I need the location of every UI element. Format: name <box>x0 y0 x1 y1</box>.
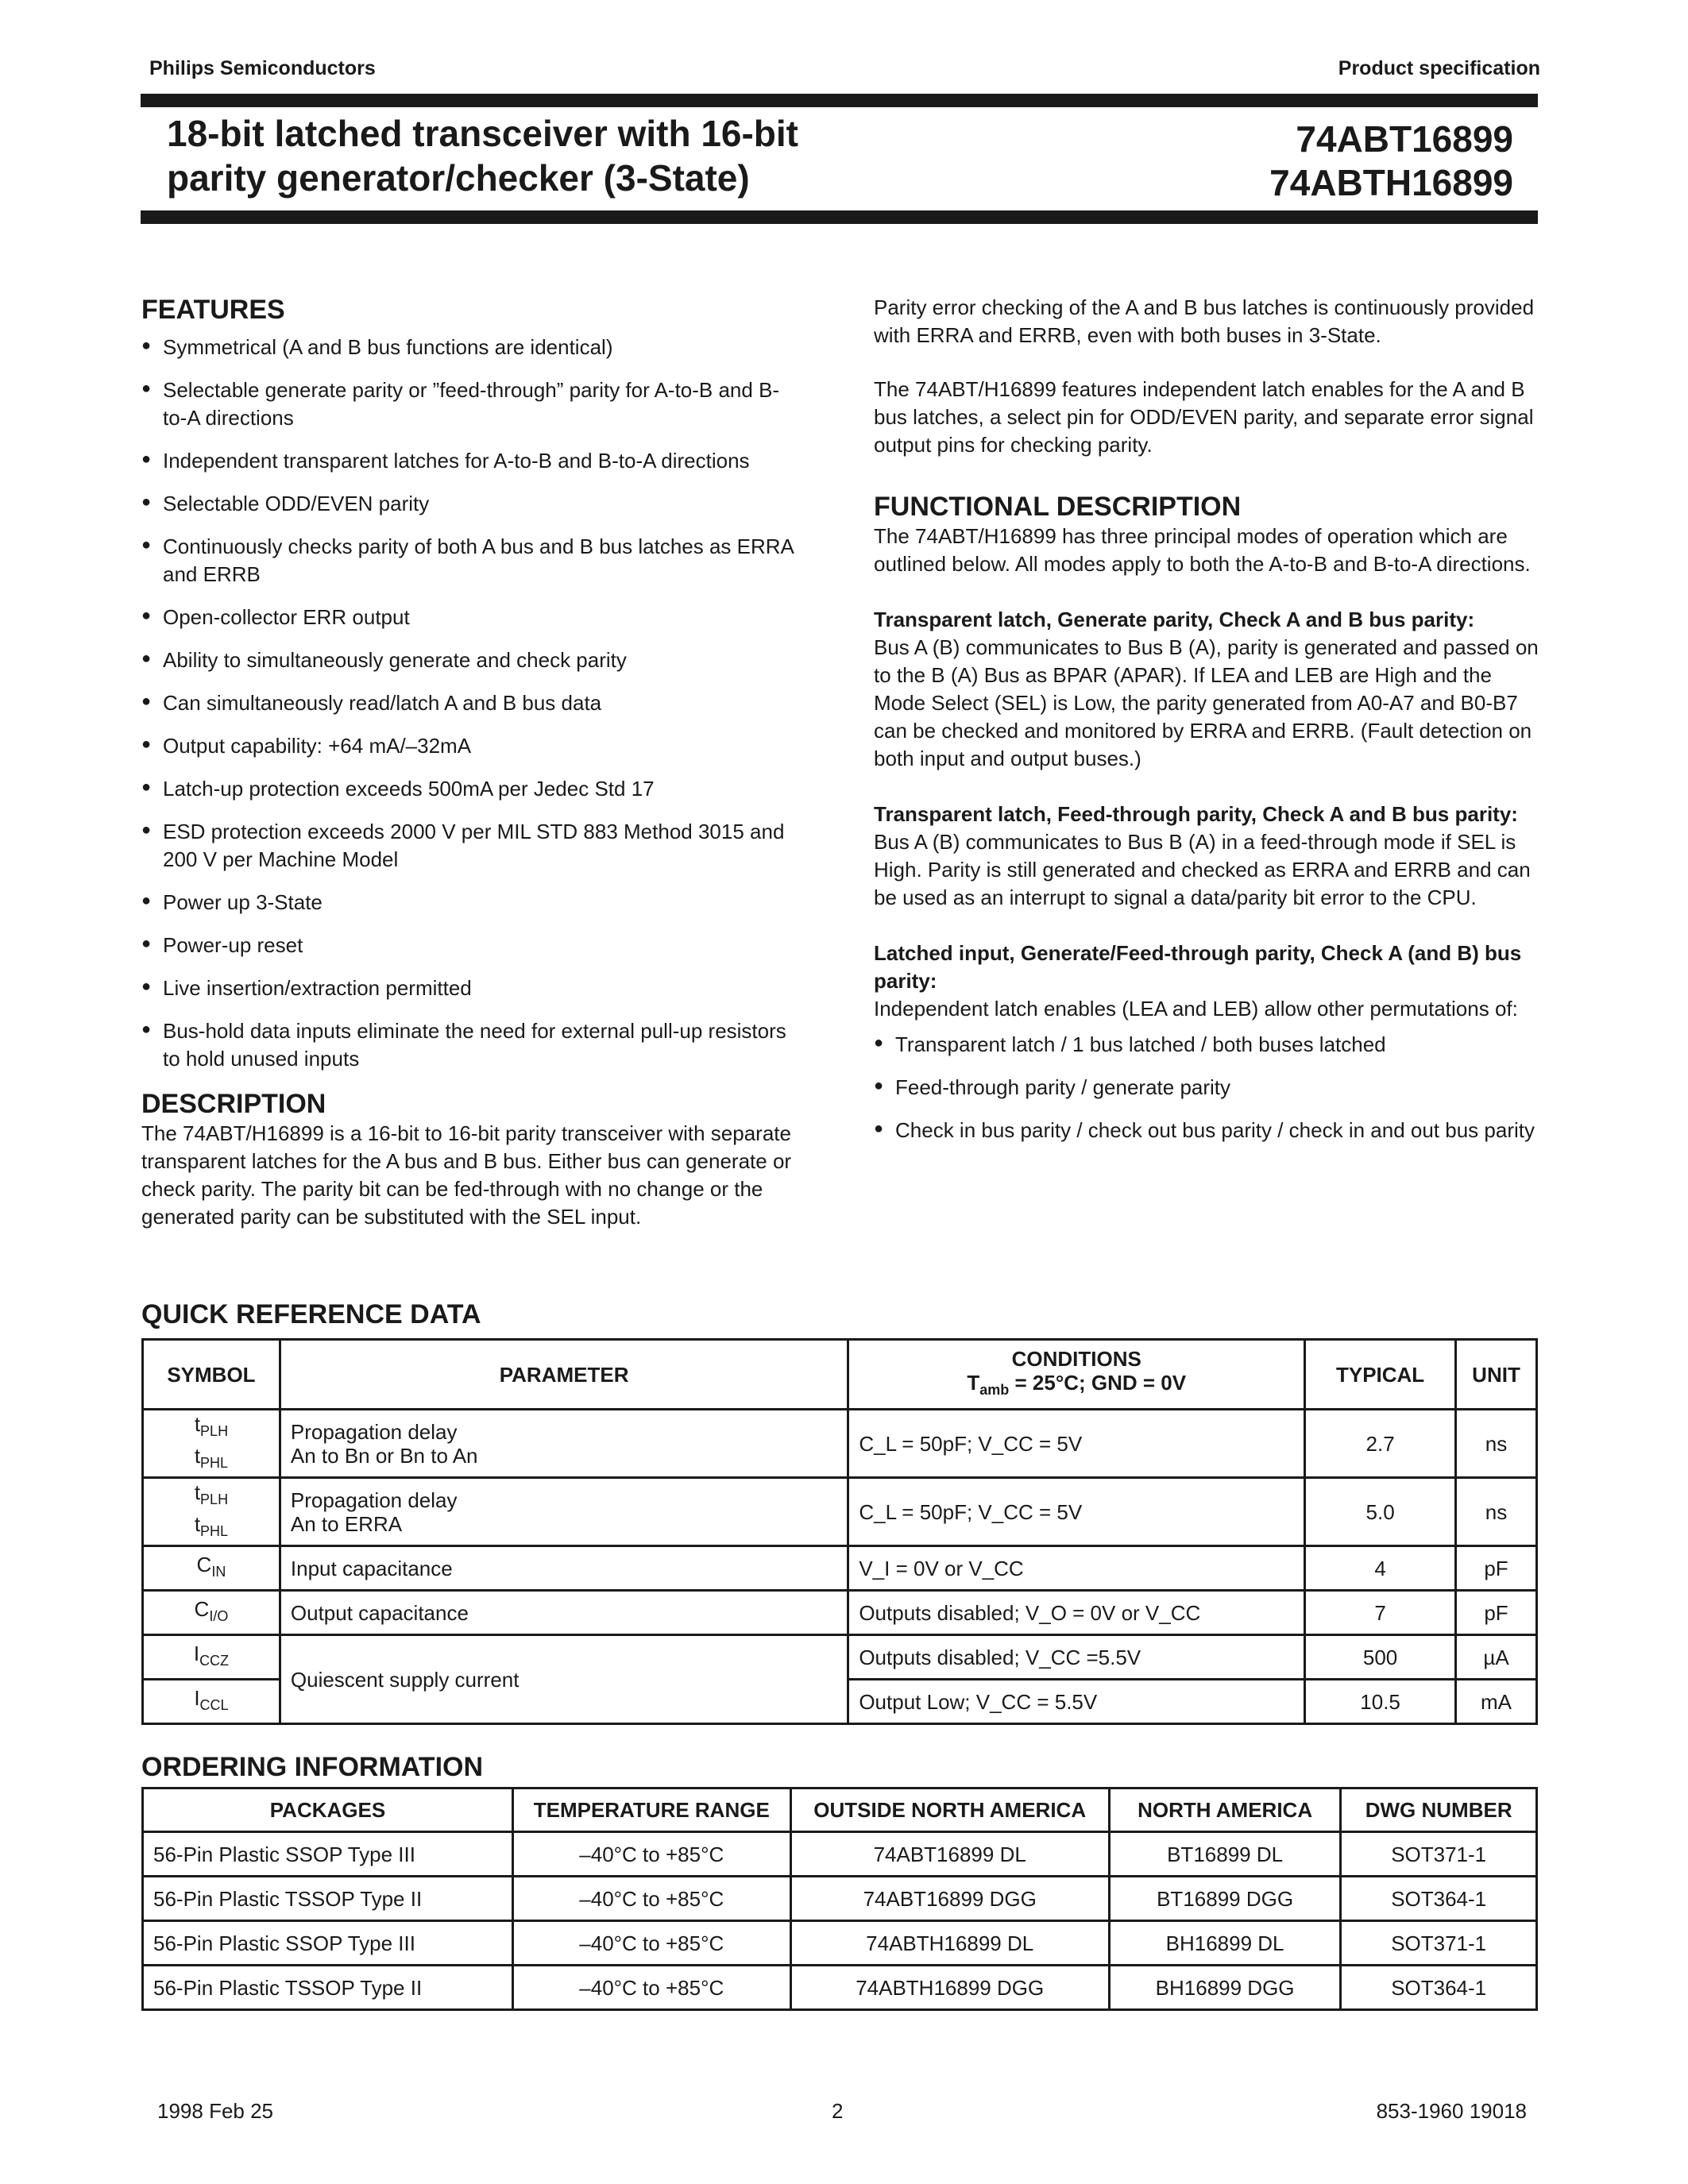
col-north-america: NORTH AMERICA <box>1109 1788 1341 1832</box>
col-temperature-range: TEMPERATURE RANGE <box>512 1788 790 1832</box>
title-line-2: parity generator/checker (3-State) <box>167 157 750 199</box>
typical-cell: 10.5 <box>1305 1680 1456 1724</box>
symbol-sub: CCZ <box>199 1653 230 1669</box>
symbol-sub: PHL <box>200 1454 229 1471</box>
table-row <box>143 1635 1537 1680</box>
intro-paragraph-2: The 74ABT/H16899 features independent latch enables for the A and B bus latches, a select pin for ODD/EVEN parity, and separate error signal output pins for checking parity. <box>874 377 1534 457</box>
list-item: ● Symmetrical (A and B bus functions are identical) <box>141 334 801 361</box>
parameter-cell: Input capacitance <box>280 1546 848 1591</box>
parameter-cell <box>280 1478 848 1546</box>
ordering-heading: ORDERING INFORMATION <box>141 1752 484 1782</box>
mode-1-title: Transparent latch, Generate parity, Check A and B bus parity: <box>874 608 1475 631</box>
unit-cell: pF <box>1456 1546 1537 1591</box>
symbol: t <box>194 1511 201 1536</box>
list-item: ● Power-up reset <box>141 932 801 959</box>
col-unit: UNIT <box>1456 1340 1537 1410</box>
table-row <box>143 1410 1537 1478</box>
package-cell: 56-Pin Plastic SSOP Type III <box>143 1921 513 1966</box>
symbol-sub: PLH <box>200 1423 229 1440</box>
dwg-number-cell: SOT371-1 <box>1341 1921 1537 1966</box>
symbol-sub: I/O <box>209 1608 229 1625</box>
parameter-cell: Output capacitance <box>280 1591 848 1635</box>
dwg-number-cell: SOT364-1 <box>1341 1966 1537 2010</box>
unit-cell: ns <box>1456 1410 1537 1478</box>
ordering-table <box>141 1787 1538 2011</box>
symbol-sub: CCL <box>199 1697 229 1714</box>
symbol-cell <box>143 1478 280 1546</box>
header-rule-top <box>141 94 1538 107</box>
quick-reference-table <box>141 1338 1538 1725</box>
mode-2-title: Transparent latch, Feed-through parity, Check A and B bus parity: <box>874 802 1518 826</box>
conditions-cell: V_I = 0V or V_CC <box>848 1546 1305 1591</box>
list-item: ● Latch-up protection exceeds 500mA per Jedec Std 17 <box>141 775 801 803</box>
features-list <box>141 334 801 1073</box>
list-item: ● Power up 3-State <box>141 889 801 916</box>
north-america-cell: BT16899 DL <box>1109 1832 1341 1877</box>
table-row <box>143 1921 1537 1966</box>
footer-page-number: 2 <box>832 2099 844 2123</box>
symbol-sub: IN <box>211 1564 226 1580</box>
table-row <box>143 1591 1537 1635</box>
parameter-line: An to Bn or Bn to An <box>290 1443 478 1468</box>
conditions-cell: C_L = 50pF; V_CC = 5V <box>848 1410 1305 1478</box>
symbol-cell <box>143 1410 280 1478</box>
symbol-cell <box>143 1680 280 1724</box>
table-row <box>143 1832 1537 1877</box>
typical-cell: 500 <box>1305 1635 1456 1680</box>
mode-1-text: Bus A (B) communicates to Bus B (A), parity is generated and passed on to the B (A) Bus as BPAR (APAR). If LEA and LEB are High and the Mode Select (SEL) is Low, the parity generated from A0-A7 and B0-B7 can be checked and monitored by ERRA and ERRB. (Fault detection on both input and output buses.) <box>874 635 1539 770</box>
outside-na-cell: 74ABTH16899 DGG <box>790 1966 1109 2010</box>
header-rule-bottom <box>141 210 1538 224</box>
conditions-label: CONDITIONS <box>1011 1346 1141 1371</box>
symbol-sub: PLH <box>200 1491 229 1508</box>
outside-na-cell: 74ABT16899 DL <box>790 1832 1109 1877</box>
typical-cell: 7 <box>1305 1591 1456 1635</box>
unit-cell: ns <box>1456 1478 1537 1546</box>
unit-cell: µA <box>1456 1635 1537 1680</box>
footer-document-code: 853-1960 19018 <box>1376 2099 1527 2123</box>
intro-paragraph-1: Parity error checking of the A and B bus latches is continuously provided with ERRA and ERRB, even with both buses in 3-State. <box>874 295 1535 347</box>
table-row <box>143 1546 1537 1591</box>
symbol-sub: PHL <box>200 1522 229 1539</box>
table-row <box>143 1877 1537 1921</box>
north-america-cell: BH16899 DGG <box>1109 1966 1341 2010</box>
temperature-cell: –40°C to +85°C <box>512 1832 790 1877</box>
symbol: C <box>196 1552 212 1576</box>
typical-cell: 2.7 <box>1305 1410 1456 1478</box>
list-item: ● Selectable ODD/EVEN parity <box>141 490 801 518</box>
list-item: ● Selectable generate parity or ”feed-through” parity for A-to-B and B-to-A directions <box>141 376 801 432</box>
page-title <box>167 111 798 200</box>
symbol: C <box>194 1596 210 1621</box>
company-name: Philips Semiconductors <box>149 57 376 79</box>
features-heading: FEATURES <box>141 295 285 325</box>
parameter-line: Propagation delay <box>290 1419 458 1444</box>
list-item: ● Continuously checks parity of both A bus and B bus latches as ERRA and ERRB <box>141 533 801 588</box>
description-heading: DESCRIPTION <box>141 1089 326 1119</box>
list-item: ● Feed-through parity / generate parity <box>874 1074 1541 1102</box>
functional-description-heading: FUNCTIONAL DESCRIPTION <box>874 492 1242 522</box>
unit-cell: mA <box>1456 1680 1537 1724</box>
unit-cell: pF <box>1456 1591 1537 1635</box>
description-text: The 74ABT/H16899 is a 16-bit to 16-bit parity transceiver with separate transparent latches for the A bus and B bus. Either bus can generate or check parity. The parity bit can be fed-through with no change or the generated parity can be substituted with the SEL input. <box>141 1121 792 1229</box>
symbol: I <box>193 1641 200 1665</box>
table-row <box>143 1966 1537 2010</box>
mode-2-text: Bus A (B) communicates to Bus B (A) in a feed-through mode if SEL is High. Parity is still generated and checked as ERRA and ERRB and can be used as an interrupt to signal a data/parity bit error to the CPU. <box>874 830 1531 909</box>
conditions-cell: Outputs disabled; V_O = 0V or V_CC <box>848 1591 1305 1635</box>
table-header-row <box>143 1340 1537 1410</box>
col-dwg-number: DWG NUMBER <box>1341 1788 1537 1832</box>
document-type: Product specification <box>1338 57 1540 79</box>
conditions-amb: amb <box>979 1382 1010 1399</box>
symbol-cell <box>143 1591 280 1635</box>
right-column <box>874 294 1541 1144</box>
symbol: t <box>194 1480 201 1505</box>
list-item: ● ESD protection exceeds 2000 V per MIL STD 883 Method 3015 and 200 V per Machine Model <box>141 818 801 874</box>
list-item: ● Can simultaneously read/latch A and B bus data <box>141 689 801 717</box>
temperature-cell: –40°C to +85°C <box>512 1877 790 1921</box>
outside-na-cell: 74ABT16899 DGG <box>790 1877 1109 1921</box>
conditions-rest: = 25°C; GND = 0V <box>1009 1370 1187 1395</box>
symbol-cell <box>143 1635 280 1680</box>
typical-cell: 4 <box>1305 1546 1456 1591</box>
list-item: ● Bus-hold data inputs eliminate the need for external pull-up resistors to hold unused inputs <box>141 1017 801 1073</box>
parameter-cell: Quiescent supply current <box>280 1635 848 1724</box>
part-number-2: 74ABTH16899 <box>1269 162 1513 203</box>
conditions-cell: Outputs disabled; V_CC =5.5V <box>848 1635 1305 1680</box>
symbol-cell <box>143 1546 280 1591</box>
conditions-cell: Output Low; V_CC = 5.5V <box>848 1680 1305 1724</box>
package-cell: 56-Pin Plastic TSSOP Type II <box>143 1966 513 2010</box>
table-row <box>143 1478 1537 1546</box>
north-america-cell: BT16899 DGG <box>1109 1877 1341 1921</box>
parameter-line: An to ERRA <box>290 1511 403 1536</box>
list-item: ● Output capability: +64 mA/–32mA <box>141 732 801 760</box>
part-numbers <box>1269 118 1513 205</box>
col-symbol: SYMBOL <box>143 1340 280 1410</box>
conditions-subtitle <box>859 1371 1294 1402</box>
part-number-1: 74ABT16899 <box>1296 118 1513 160</box>
footer-date: 1998 Feb 25 <box>157 2099 274 2123</box>
col-packages: PACKAGES <box>143 1788 513 1832</box>
parameter-cell <box>280 1410 848 1478</box>
package-cell: 56-Pin Plastic TSSOP Type II <box>143 1877 513 1921</box>
conditions-t: T <box>967 1370 980 1395</box>
temperature-cell: –40°C to +85°C <box>512 1966 790 2010</box>
typical-cell: 5.0 <box>1305 1478 1456 1546</box>
list-item: ● Ability to simultaneously generate and check parity <box>141 646 801 674</box>
quick-reference-heading: QUICK REFERENCE DATA <box>141 1299 481 1329</box>
col-outside-north-america: OUTSIDE NORTH AMERICA <box>790 1788 1109 1832</box>
mode-3-text: Independent latch enables (LEA and LEB) allow other permutations of: <box>874 997 1518 1021</box>
dwg-number-cell: SOT371-1 <box>1341 1832 1537 1877</box>
list-item: ● Transparent latch / 1 bus latched / both buses latched <box>874 1031 1541 1059</box>
title-line-1: 18-bit latched transceiver with 16-bit <box>167 113 799 154</box>
temperature-cell: –40°C to +85°C <box>512 1921 790 1966</box>
mode-3-list <box>874 1031 1541 1144</box>
dwg-number-cell: SOT364-1 <box>1341 1877 1537 1921</box>
list-item: ● Live insertion/extraction permitted <box>141 974 801 1002</box>
col-typical: TYPICAL <box>1305 1340 1456 1410</box>
left-column <box>141 294 801 1231</box>
outside-na-cell: 74ABTH16899 DL <box>790 1921 1109 1966</box>
symbol: t <box>194 1412 201 1437</box>
north-america-cell: BH16899 DL <box>1109 1921 1341 1966</box>
symbol: t <box>194 1443 201 1468</box>
symbol: I <box>194 1685 200 1710</box>
table-header-row <box>143 1788 1537 1832</box>
package-cell: 56-Pin Plastic SSOP Type III <box>143 1832 513 1877</box>
mode-3-title: Latched input, Generate/Feed-through parity, Check A (and B) bus parity: <box>874 941 1522 993</box>
conditions-cell: C_L = 50pF; V_CC = 5V <box>848 1478 1305 1546</box>
list-item: ● Check in bus parity / check out bus parity / check in and out bus parity <box>874 1117 1541 1144</box>
parameter-line: Propagation delay <box>290 1488 458 1512</box>
list-item: ● Open-collector ERR output <box>141 604 801 631</box>
functional-description-text: The 74ABT/H16899 has three principal modes of operation which are outlined below. All modes apply to both the A-to-B and B-to-A directions. <box>874 524 1531 576</box>
col-conditions <box>848 1340 1305 1410</box>
col-parameter: PARAMETER <box>280 1340 848 1410</box>
list-item: ● Independent transparent latches for A-to-B and B-to-A directions <box>141 447 801 475</box>
